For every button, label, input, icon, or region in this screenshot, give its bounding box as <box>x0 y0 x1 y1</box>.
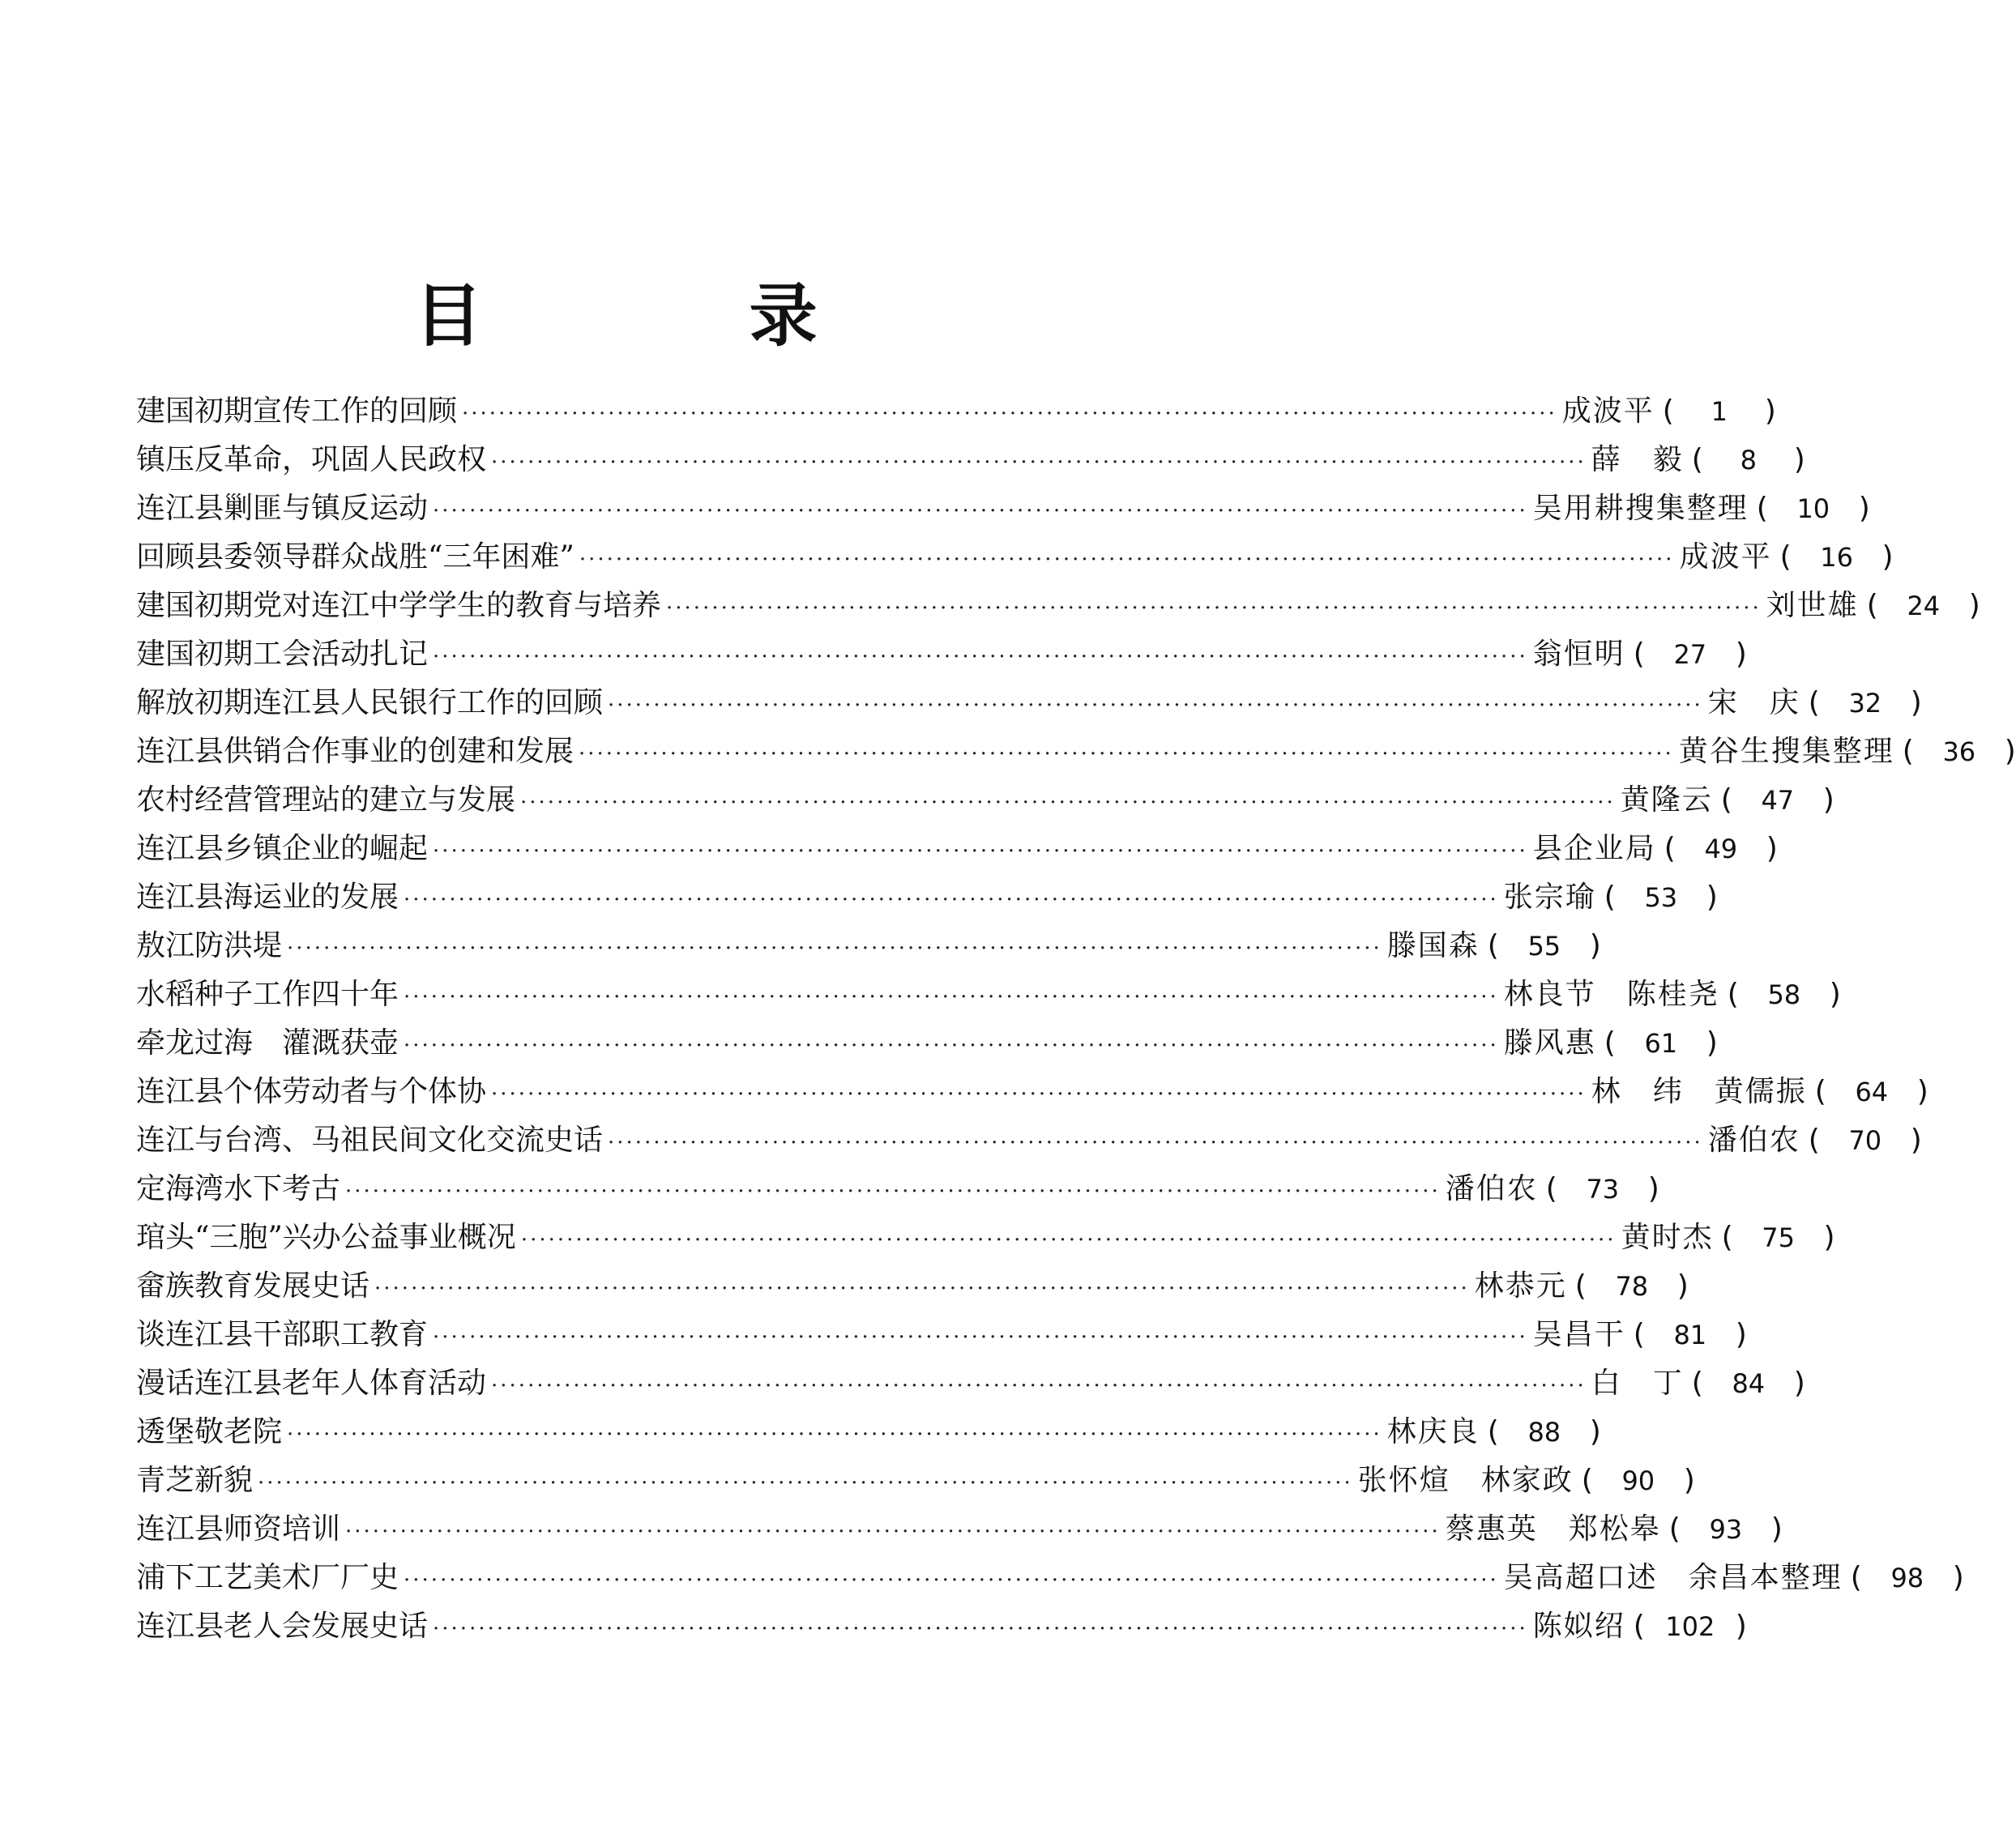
page-number-group <box>1574 1457 1695 1505</box>
entry-author: 翁恒明 <box>1532 638 1625 671</box>
open-paren: ( <box>1691 443 1703 476</box>
close-paren: ) <box>1589 1415 1601 1448</box>
entry-page-number: 55 <box>1527 931 1561 962</box>
open-paren: ( <box>1668 1512 1681 1546</box>
entry-page-number: 58 <box>1767 979 1801 1010</box>
entry-title: 定海湾水下考古 <box>136 1172 341 1205</box>
entry-author: 林良节 陈桂尧 <box>1503 978 1719 1011</box>
toc-entry <box>136 1214 1835 1262</box>
dot-leader: ························································································································ <box>491 450 1587 475</box>
entry-author: 县企业局 <box>1532 832 1656 865</box>
entry-title: 镇压反革命，巩固人民政权 <box>136 443 487 476</box>
toc-entry <box>136 1457 1695 1505</box>
page-number-group <box>1800 679 1922 727</box>
dot-leader: ························································································································ <box>579 548 1675 572</box>
dot-leader: ························································································································ <box>287 936 1382 961</box>
entry-page-number: 81 <box>1673 1320 1707 1350</box>
dot-leader: ························································································································ <box>608 693 1703 718</box>
close-paren: ) <box>1766 832 1778 865</box>
page-number-group <box>1625 630 1747 679</box>
page-number-group <box>1843 1554 1964 1602</box>
entry-title: 青芝新貌 <box>136 1464 254 1497</box>
toc-entry <box>136 1311 1747 1359</box>
toc-entry <box>136 873 1718 922</box>
close-paren: ) <box>1910 1124 1922 1157</box>
toc-entry <box>136 679 1922 727</box>
entry-author: 滕国森 <box>1386 929 1480 962</box>
entry-author: 薛 毅 <box>1591 443 1684 476</box>
dot-leader: ························································································································ <box>579 742 1674 766</box>
dot-leader: ························································································································ <box>608 1131 1703 1155</box>
toc-entry <box>136 825 1778 873</box>
dot-leader: ························································································································ <box>666 596 1762 621</box>
entry-author: 陈姒绍 <box>1532 1610 1625 1643</box>
dot-leader: ························································································································ <box>374 1277 1470 1301</box>
toc-entry <box>136 1359 1805 1408</box>
open-paren: ( <box>1487 1415 1499 1448</box>
entry-author: 白 丁 <box>1591 1367 1684 1400</box>
close-paren: ) <box>1793 1367 1805 1400</box>
entry-page-number: 84 <box>1732 1368 1766 1399</box>
entry-title: 谈连江县干部职工教育 <box>136 1318 429 1351</box>
page-number-group <box>1713 776 1834 825</box>
entry-author: 潘伯农 <box>1707 1124 1800 1157</box>
page-number-group <box>1807 1068 1928 1116</box>
toc-entry <box>136 1408 1601 1457</box>
close-paren: ) <box>1858 492 1870 525</box>
entry-title: 畲族教育发展史话 <box>136 1269 370 1303</box>
page-number-group <box>1480 1408 1601 1457</box>
toc-entry <box>136 776 1834 825</box>
entry-page-number: 93 <box>1709 1514 1743 1545</box>
dot-leader: ························································································································ <box>491 1082 1587 1107</box>
page-number-group <box>1684 1359 1805 1408</box>
entry-title: 连江县乡镇企业的崛起 <box>136 832 429 865</box>
entry-page-number: 36 <box>1942 736 1976 767</box>
entry-author: 张怀煊 林家政 <box>1357 1464 1574 1497</box>
entry-title: 连江县剿匪与镇反运动 <box>136 492 429 525</box>
toc-entry <box>136 436 1805 484</box>
open-paren: ( <box>1581 1464 1593 1497</box>
dot-leader: ························································································································ <box>433 839 1528 864</box>
entry-author: 林恭元 <box>1474 1269 1567 1303</box>
close-paren: ) <box>2004 735 2016 768</box>
dot-leader: ························································································································ <box>433 1617 1528 1641</box>
entry-title: 牵龙过海 灌溉获壶 <box>136 1026 399 1060</box>
entry-author: 蔡惠英 郑松皋 <box>1445 1512 1661 1546</box>
open-paren: ( <box>1720 783 1732 817</box>
open-paren: ( <box>1808 686 1820 719</box>
entry-page-number: 98 <box>1890 1563 1924 1593</box>
toc-entry <box>136 582 1980 630</box>
entry-page-number: 61 <box>1644 1028 1678 1059</box>
page-number-group <box>1859 582 1980 630</box>
entry-author: 成波平 <box>1679 540 1772 574</box>
entry-author: 滕风惠 <box>1503 1026 1596 1060</box>
close-paren: ) <box>1829 978 1841 1011</box>
entry-page-number: 90 <box>1621 1465 1655 1496</box>
toc-entry <box>136 1068 1928 1116</box>
entry-title: 解放初期连江县人民银行工作的回顾 <box>136 686 604 719</box>
open-paren: ( <box>1691 1367 1703 1400</box>
toc-entry <box>136 1116 1922 1165</box>
toc-entry <box>136 727 2016 776</box>
page-number-group <box>1800 1116 1922 1165</box>
open-paren: ( <box>1727 978 1739 1011</box>
entry-page-number: 78 <box>1615 1271 1649 1302</box>
page-number-group <box>1567 1262 1689 1311</box>
toc-entry <box>136 1602 1747 1651</box>
entry-author: 吴用耕搜集整理 <box>1532 492 1749 525</box>
open-paren: ( <box>1850 1561 1862 1594</box>
dot-leader: ························································································································ <box>404 1034 1499 1058</box>
entry-title: 连江县海运业的发展 <box>136 881 399 914</box>
dot-leader: ························································································································ <box>345 1179 1441 1204</box>
page-number-group <box>1719 970 1841 1019</box>
page-number-group <box>1714 1214 1835 1262</box>
entry-title: 水稻种子工作四十年 <box>136 978 399 1011</box>
close-paren: ) <box>1735 638 1747 671</box>
dot-leader: ························································································································ <box>491 1374 1587 1398</box>
entry-author: 成波平 <box>1561 395 1655 428</box>
entry-title: 连江县个体劳动者与个体协 <box>136 1075 487 1108</box>
close-paren: ) <box>1676 1269 1689 1303</box>
close-paren: ) <box>1706 1026 1718 1060</box>
entry-author: 潘伯农 <box>1445 1172 1538 1205</box>
dot-leader: ························································································································ <box>287 1423 1382 1447</box>
close-paren: ) <box>1764 395 1776 428</box>
entry-page-number: 24 <box>1907 591 1941 621</box>
toc-entry <box>136 533 1894 582</box>
dot-leader: ························································································································ <box>345 1520 1441 1544</box>
dot-leader: ························································································································ <box>404 985 1499 1009</box>
open-paren: ( <box>1662 395 1674 428</box>
entry-page-number: 64 <box>1855 1077 1889 1107</box>
page-number-group <box>1655 387 1776 436</box>
open-paren: ( <box>1633 1318 1645 1351</box>
close-paren: ) <box>1770 1512 1783 1546</box>
entry-page-number: 47 <box>1761 785 1795 816</box>
open-paren: ( <box>1902 735 1914 768</box>
entry-page-number: 10 <box>1796 493 1830 524</box>
entry-page-number: 102 <box>1665 1611 1715 1642</box>
entry-author: 黄谷生搜集整理 <box>1678 735 1894 768</box>
entry-author: 吴高超口述 余昌本整理 <box>1503 1561 1843 1594</box>
open-paren: ( <box>1604 881 1616 914</box>
entry-title: 建国初期工会活动扎记 <box>136 638 429 671</box>
dot-leader: ························································································································ <box>433 645 1528 669</box>
open-paren: ( <box>1633 638 1645 671</box>
entry-author: 吴昌干 <box>1532 1318 1625 1351</box>
page-number-group <box>1625 1311 1747 1359</box>
toc-entry <box>136 1262 1689 1311</box>
close-paren: ) <box>1735 1610 1747 1643</box>
entry-title: 建国初期宣传工作的回顾 <box>136 395 458 428</box>
page-number-group <box>1684 436 1805 484</box>
page-number-group <box>1625 1602 1747 1651</box>
toc-entry <box>136 1554 1964 1602</box>
page-title: 目 录 <box>414 276 939 356</box>
page-number-group <box>1656 825 1778 873</box>
dot-leader: ························································································································ <box>520 791 1616 815</box>
dot-leader: ························································································································ <box>520 1228 1617 1252</box>
open-paren: ( <box>1814 1075 1826 1108</box>
entry-title: 透堡敬老院 <box>136 1415 283 1448</box>
entry-title: 漫话连江县老年人体育活动 <box>136 1367 487 1400</box>
toc-entry <box>136 1165 1659 1214</box>
dot-leader: ························································································································ <box>404 888 1499 912</box>
entry-title: 连江县供销合作事业的创建和发展 <box>136 735 574 768</box>
entry-title: 琯头“三胞”兴办公益事业概况 <box>136 1221 516 1254</box>
close-paren: ) <box>1881 540 1894 574</box>
toc-entry <box>136 1505 1783 1554</box>
toc-entry <box>136 387 1776 436</box>
open-paren: ( <box>1756 492 1768 525</box>
entry-page-number: 73 <box>1586 1174 1620 1205</box>
entry-title: 农村经营管理站的建立与发展 <box>136 783 516 817</box>
entry-title: 回顾县委领导群众战胜“三年困难” <box>136 540 574 574</box>
dot-leader: ························································································································ <box>433 1325 1528 1350</box>
entry-page-number: 70 <box>1848 1125 1882 1156</box>
open-paren: ( <box>1866 589 1878 622</box>
entry-page-number: 49 <box>1704 834 1738 864</box>
toc-entry <box>136 1019 1718 1068</box>
close-paren: ) <box>1823 1221 1835 1254</box>
close-paren: ) <box>1735 1318 1747 1351</box>
entry-author: 林庆良 <box>1386 1415 1480 1448</box>
entry-author: 刘世雄 <box>1766 589 1859 622</box>
entry-title: 连江与台湾、马祖民间文化交流史话 <box>136 1124 604 1157</box>
entry-page-number: 8 <box>1740 445 1757 476</box>
entry-page-number: 1 <box>1711 396 1728 427</box>
dot-leader: ························································································································ <box>258 1471 1353 1495</box>
entry-page-number: 27 <box>1673 639 1707 670</box>
entry-author: 黄隆云 <box>1620 783 1713 817</box>
page-number-group <box>1772 533 1894 582</box>
entry-title: 连江县老人会发展史话 <box>136 1610 429 1643</box>
entry-page-number: 32 <box>1848 688 1882 719</box>
entry-author: 林 纬 黄儒振 <box>1591 1075 1807 1108</box>
dot-leader: ························································································································ <box>462 402 1557 426</box>
page-number-group <box>1749 484 1870 533</box>
dot-leader: ························································································································ <box>433 499 1528 523</box>
entry-title: 建国初期党对连江中学学生的教育与培养 <box>136 589 662 622</box>
page-number-group <box>1596 873 1718 922</box>
open-paren: ( <box>1808 1124 1820 1157</box>
entry-author: 宋 庆 <box>1707 686 1800 719</box>
page-number-group <box>1596 1019 1718 1068</box>
entry-page-number: 16 <box>1820 542 1853 573</box>
entry-author: 张宗瑜 <box>1503 881 1596 914</box>
page-number-group <box>1661 1505 1783 1554</box>
toc-entry <box>136 630 1747 679</box>
open-paren: ( <box>1779 540 1792 574</box>
entry-title: 浦下工艺美术厂厂史 <box>136 1561 399 1594</box>
open-paren: ( <box>1487 929 1499 962</box>
open-paren: ( <box>1574 1269 1587 1303</box>
entry-title: 连江县师资培训 <box>136 1512 341 1546</box>
table-of-contents <box>136 387 2016 1651</box>
close-paren: ) <box>1952 1561 1964 1594</box>
close-paren: ) <box>1822 783 1834 817</box>
open-paren: ( <box>1664 832 1676 865</box>
toc-entry <box>136 922 1601 970</box>
close-paren: ) <box>1916 1075 1928 1108</box>
entry-author: 黄时杰 <box>1621 1221 1714 1254</box>
open-paren: ( <box>1633 1610 1645 1643</box>
toc-entry <box>136 970 1841 1019</box>
close-paren: ) <box>1968 589 1980 622</box>
page-number-group <box>1538 1165 1659 1214</box>
entry-title: 敖江防洪堤 <box>136 929 283 962</box>
entry-page-number: 88 <box>1527 1417 1561 1448</box>
entry-page-number: 75 <box>1762 1222 1795 1253</box>
close-paren: ) <box>1706 881 1718 914</box>
close-paren: ) <box>1793 443 1805 476</box>
page-number-group <box>1894 727 2016 776</box>
page-number-group <box>1480 922 1601 970</box>
open-paren: ( <box>1545 1172 1557 1205</box>
close-paren: ) <box>1589 929 1601 962</box>
dot-leader: ························································································································ <box>404 1568 1499 1593</box>
close-paren: ) <box>1910 686 1922 719</box>
toc-entry <box>136 484 1870 533</box>
close-paren: ) <box>1683 1464 1695 1497</box>
close-paren: ) <box>1647 1172 1659 1205</box>
open-paren: ( <box>1604 1026 1616 1060</box>
entry-page-number: 53 <box>1644 882 1678 913</box>
open-paren: ( <box>1721 1221 1733 1254</box>
